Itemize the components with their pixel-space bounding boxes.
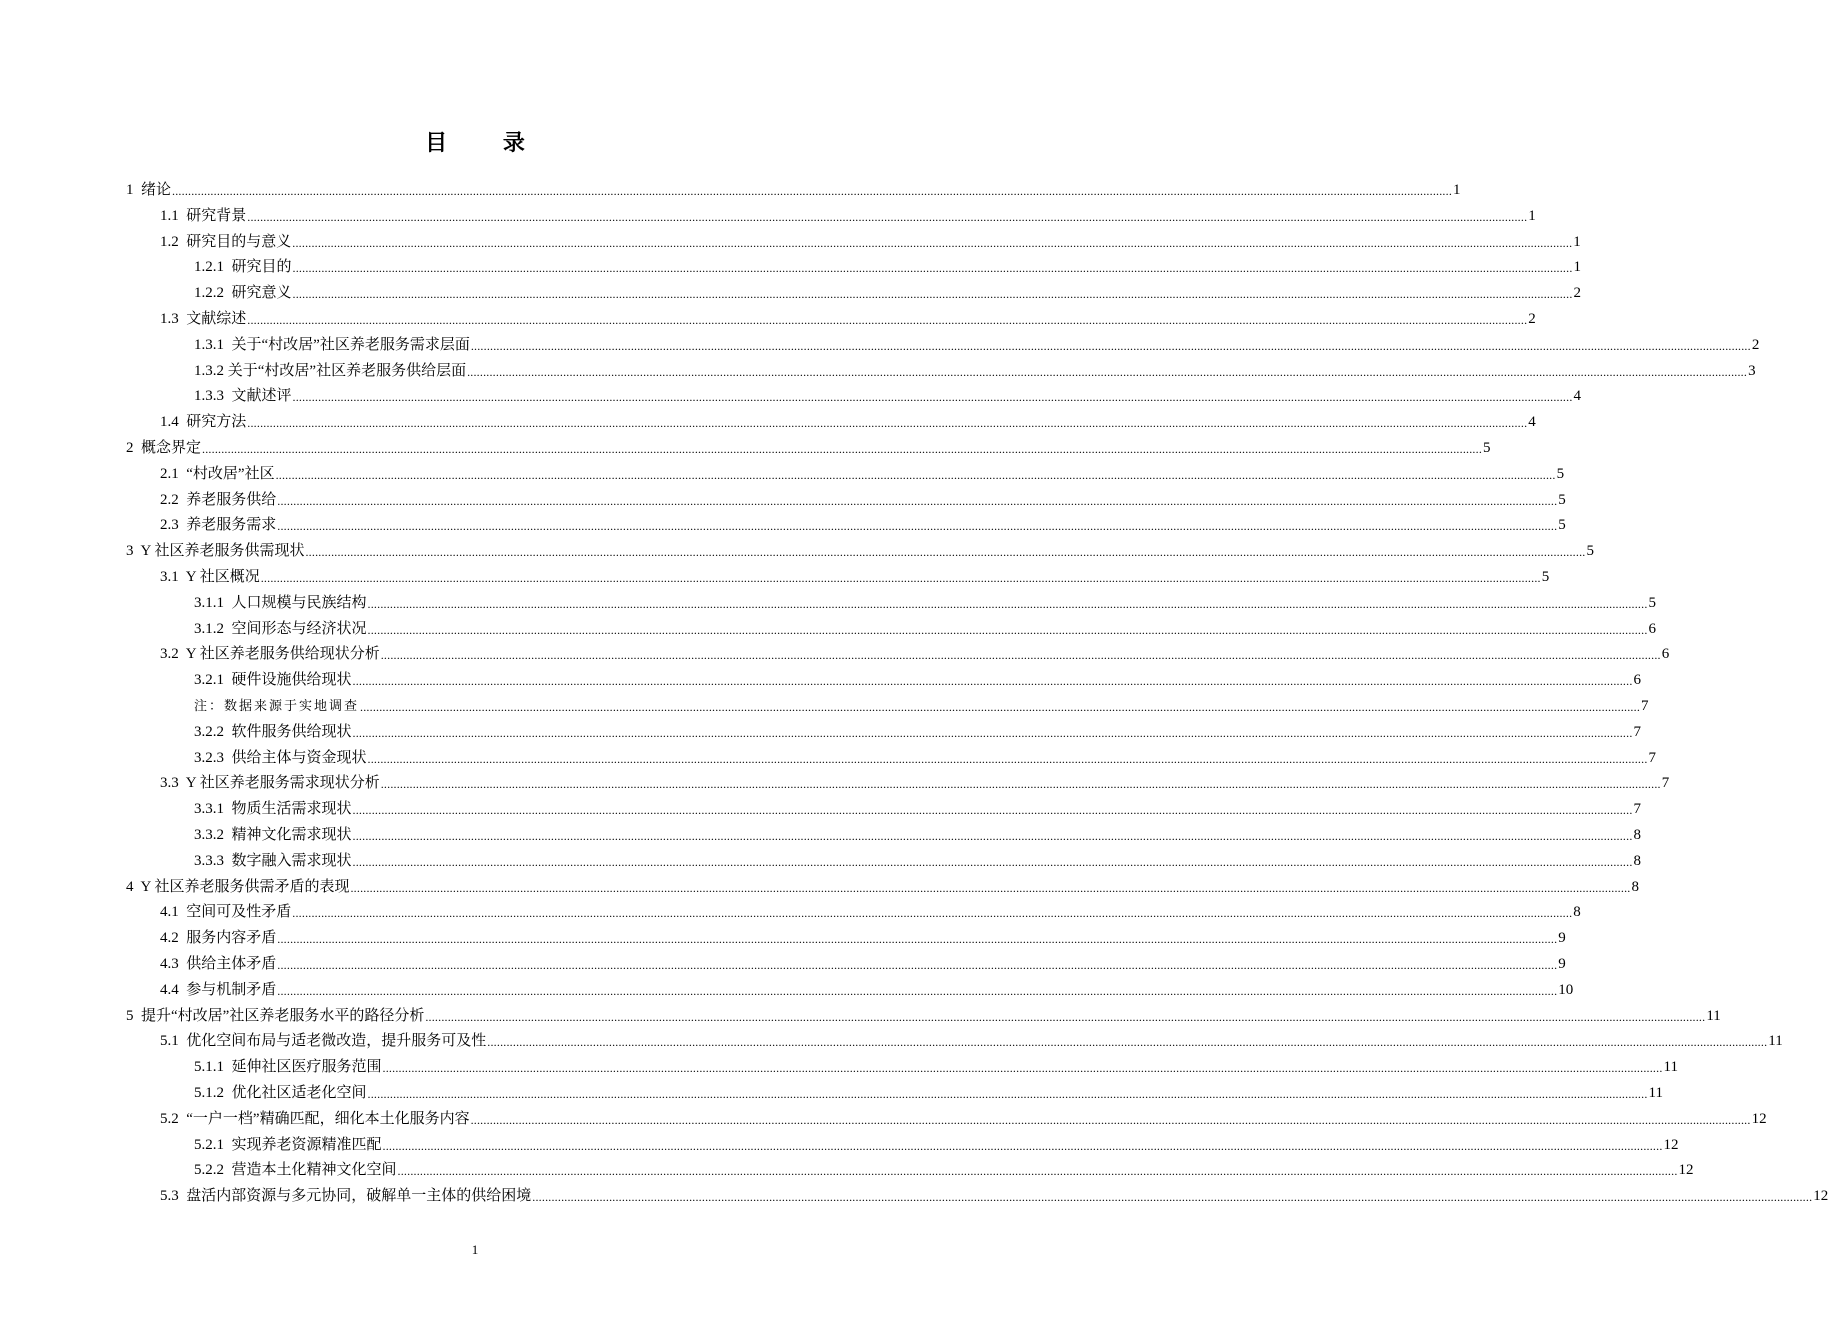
toc-entry-label: 3.1 Y 社区概况 bbox=[160, 569, 260, 585]
toc-entry[interactable] bbox=[194, 277, 1582, 303]
toc-entry-label: 5.1.1 延伸社区医疗服务范围 bbox=[194, 1059, 382, 1076]
toc-leader-dots: ................................................................................................................................................................................................................................................................................................................................................................................................................ bbox=[277, 519, 1558, 534]
toc-leader-dots: ................................................................................................................................................................................................................................................................................................................................................................................................................ bbox=[247, 416, 1528, 431]
toc-entry-page-number: 3 bbox=[1748, 362, 1756, 379]
toc-entry[interactable] bbox=[194, 355, 1756, 381]
toc-leader-dots: ................................................................................................................................................................................................................................................................................................................................................................................................................ bbox=[172, 184, 1453, 198]
toc-entry-label: 1.3.2 关于“村改居”社区养老服务供给层面 bbox=[194, 362, 467, 379]
toc-entry-page-number: 7 bbox=[1633, 801, 1642, 818]
toc-leader-dots: ................................................................................................................................................................................................................................................................................................................................................................................................................ bbox=[425, 1009, 1706, 1024]
toc-entry-page-number: 11 bbox=[1663, 1059, 1678, 1076]
toc-entry[interactable] bbox=[194, 716, 1642, 742]
toc-leader-dots: ................................................................................................................................................................................................................................................................................................................................................................................................................ bbox=[247, 209, 1528, 224]
toc-leader-dots: ................................................................................................................................................................................................................................................................................................................................................................................................................ bbox=[260, 571, 1541, 585]
toc-entry-page-number: 5 bbox=[1586, 543, 1594, 560]
toc-entry[interactable] bbox=[194, 1051, 1678, 1077]
toc-leader-dots: ................................................................................................................................................................................................................................................................................................................................................................................................................ bbox=[367, 1087, 1648, 1101]
toc-leader-dots: ................................................................................................................................................................................................................................................................................................................................................................................................................ bbox=[382, 1061, 1663, 1076]
toc-entry[interactable] bbox=[160, 974, 1574, 1000]
toc-entry-page-number: 11 bbox=[1768, 1033, 1783, 1050]
toc-leader-dots: ................................................................................................................................................................................................................................................................................................................................................................................................................ bbox=[467, 364, 1748, 379]
toc-entry[interactable] bbox=[194, 793, 1642, 819]
toc-entry-page-number: 1 bbox=[1573, 259, 1582, 276]
toc-entry[interactable] bbox=[160, 896, 1581, 922]
toc-leader-dots: ................................................................................................................................................................................................................................................................................................................................................................................................................ bbox=[380, 777, 1661, 792]
toc-entry-label: 3.2.3 供给主体与资金现状 bbox=[194, 749, 367, 766]
toc-entry[interactable] bbox=[194, 613, 1657, 639]
toc-entry[interactable] bbox=[160, 948, 1566, 974]
toc-entry-page-number: 5 bbox=[1648, 594, 1657, 611]
toc-entry[interactable] bbox=[194, 690, 1649, 716]
toc-entry-label: 3.2.1 硬件设施供给现状 bbox=[194, 672, 352, 689]
toc-entry-label: 1.4 研究方法 bbox=[160, 414, 247, 431]
toc-entry[interactable] bbox=[160, 1103, 1767, 1129]
toc-entry[interactable] bbox=[194, 251, 1582, 277]
toc-entry-page-number: 12 bbox=[1813, 1188, 1828, 1205]
toc-entry[interactable] bbox=[126, 535, 1594, 561]
toc-leader-dots: ................................................................................................................................................................................................................................................................................................................................................................................................................ bbox=[292, 235, 1573, 250]
toc-leader-dots: ................................................................................................................................................................................................................................................................................................................................................................................................................ bbox=[277, 493, 1558, 508]
toc-entry[interactable] bbox=[194, 380, 1582, 406]
toc-entry-page-number: 7 bbox=[1633, 723, 1642, 740]
toc-entry-label: 3.3.2 精神文化需求现状 bbox=[194, 827, 352, 843]
toc-entry-page-number: 1 bbox=[1453, 182, 1461, 198]
toc-leader-dots: ................................................................................................................................................................................................................................................................................................................................................................................................................ bbox=[352, 674, 1633, 689]
toc-entry[interactable] bbox=[160, 226, 1581, 252]
page-number-footer: 1 bbox=[471, 1242, 479, 1257]
toc-entry-label: 5.1.2 优化社区适老化空间 bbox=[194, 1085, 367, 1101]
toc-leader-dots: ................................................................................................................................................................................................................................................................................................................................................................................................................ bbox=[277, 958, 1558, 972]
toc-entry-page-number: 2 bbox=[1573, 285, 1582, 302]
toc-leader-dots: ................................................................................................................................................................................................................................................................................................................................................................................................................ bbox=[352, 803, 1633, 818]
toc-entry-label: 3.3 Y 社区养老服务需求现状分析 bbox=[160, 775, 380, 792]
toc-entry-page-number: 10 bbox=[1558, 981, 1574, 998]
toc-entry[interactable] bbox=[160, 509, 1566, 535]
toc-entry[interactable] bbox=[194, 819, 1642, 845]
toc-entry-label: 3.2 Y 社区养老服务供给现状分析 bbox=[160, 646, 380, 663]
toc-entry-label: 5.2.2 营造本土化精神文化空间 bbox=[194, 1162, 397, 1179]
toc-entry-label: 3.1.2 空间形态与经济状况 bbox=[194, 620, 367, 637]
toc-leader-dots: ................................................................................................................................................................................................................................................................................................................................................................................................................ bbox=[277, 983, 1558, 998]
toc-entry-label: 3.1.1 人口规模与民族结构 bbox=[194, 594, 367, 611]
toc-entry-label: 1.1 研究背景 bbox=[160, 207, 247, 224]
toc-leader-dots: ................................................................................................................................................................................................................................................................................................................................................................................................................ bbox=[277, 932, 1558, 947]
toc-entry-label: 1.3 文献综述 bbox=[160, 311, 247, 327]
toc-leader-dots: ................................................................................................................................................................................................................................................................................................................................................................................................................ bbox=[532, 1190, 1813, 1205]
toc-entry[interactable] bbox=[194, 1129, 1679, 1155]
toc-entry-label: 1.3.3 文献述评 bbox=[194, 388, 292, 405]
toc-leader-dots: ................................................................................................................................................................................................................................................................................................................................................................................................................ bbox=[275, 467, 1556, 482]
toc-entry[interactable] bbox=[194, 845, 1642, 871]
toc-entry-page-number: 5 bbox=[1541, 569, 1550, 585]
toc-entry[interactable] bbox=[160, 200, 1536, 226]
toc-leader-dots: ................................................................................................................................................................................................................................................................................................................................................................................................................ bbox=[350, 880, 1631, 895]
toc-entry-label: 5.1 优化空间布局与适老微改造，提升服务可及性 bbox=[160, 1033, 487, 1050]
toc-entry-label: 5.2 “一户一档”精确匹配，细化本土化服务内容 bbox=[160, 1110, 470, 1127]
toc-entry-page-number: 11 bbox=[1648, 1085, 1663, 1101]
toc-entry[interactable] bbox=[126, 174, 1461, 200]
toc-leader-dots: ................................................................................................................................................................................................................................................................................................................................................................................................................ bbox=[305, 545, 1586, 560]
toc-entry-label: 5 提升“村改居”社区养老服务水平的路径分析 bbox=[126, 1007, 425, 1024]
toc-entry-label: 3 Y 社区养老服务供需现状 bbox=[126, 543, 305, 560]
toc-leader-dots: ................................................................................................................................................................................................................................................................................................................................................................................................................ bbox=[247, 313, 1528, 327]
toc-entry-page-number: 1 bbox=[1528, 207, 1536, 224]
toc-entry-page-number: 5 bbox=[1556, 465, 1565, 482]
toc-entry-page-number: 12 bbox=[1751, 1110, 1767, 1127]
toc-entry-page-number: 9 bbox=[1558, 956, 1566, 972]
toc-entry-page-number: 6 bbox=[1648, 620, 1657, 637]
toc-entry-page-number: 2 bbox=[1751, 336, 1760, 353]
toc-entry-page-number: 4 bbox=[1573, 388, 1582, 405]
toc-entry[interactable] bbox=[160, 1180, 1828, 1206]
toc-entry-label: 注：数据来源于实地调查 bbox=[194, 698, 360, 713]
toc-entry-label: 2.2 养老服务供给 bbox=[160, 491, 277, 508]
toc-leader-dots: ................................................................................................................................................................................................................................................................................................................................................................................................................ bbox=[367, 751, 1648, 766]
toc-entry[interactable] bbox=[194, 587, 1657, 613]
toc-leader-dots: ................................................................................................................................................................................................................................................................................................................................................................................................................ bbox=[397, 1164, 1678, 1179]
toc-leader-dots: ................................................................................................................................................................................................................................................................................................................................................................................................................ bbox=[367, 622, 1648, 637]
toc-leader-dots: ................................................................................................................................................................................................................................................................................................................................................................................................................ bbox=[367, 596, 1648, 611]
toc-entry-label: 3.3.1 物质生活需求现状 bbox=[194, 801, 352, 818]
toc-entry[interactable] bbox=[160, 922, 1566, 948]
toc-leader-dots: ................................................................................................................................................................................................................................................................................................................................................................................................................ bbox=[470, 1112, 1751, 1127]
toc-entry-label: 4.1 空间可及性矛盾 bbox=[160, 904, 292, 921]
toc-entry-page-number: 4 bbox=[1528, 414, 1536, 431]
toc-entry-label: 5.3 盘活内部资源与多元协同，破解单一主体的供给困境 bbox=[160, 1188, 532, 1205]
toc-entry-page-number: 9 bbox=[1558, 930, 1566, 947]
toc-entry-page-number: 7 bbox=[1661, 775, 1670, 792]
toc-entry-page-number: 12 bbox=[1663, 1136, 1679, 1153]
toc-entry[interactable] bbox=[160, 638, 1670, 664]
toc-leader-dots: ................................................................................................................................................................................................................................................................................................................................................................................................................ bbox=[292, 906, 1573, 921]
toc-entry[interactable] bbox=[194, 742, 1657, 768]
toc-entry[interactable] bbox=[160, 406, 1536, 432]
toc-entry[interactable] bbox=[126, 1000, 1721, 1026]
toc-entry-label: 4.2 服务内容矛盾 bbox=[160, 930, 277, 947]
toc-entry-page-number: 7 bbox=[1641, 698, 1649, 714]
toc-entry[interactable] bbox=[126, 871, 1639, 897]
toc-entry[interactable] bbox=[160, 1025, 1783, 1051]
toc-entry-page-number: 8 bbox=[1573, 904, 1581, 921]
toc-entry-label: 1.3.1 关于“村改居”社区养老服务需求层面 bbox=[194, 336, 470, 353]
toc-entry-page-number: 6 bbox=[1661, 646, 1670, 663]
toc-entry-label: 1.2 研究目的与意义 bbox=[160, 233, 292, 250]
page-title: 目 录 bbox=[425, 131, 549, 156]
toc-entry-page-number: 6 bbox=[1633, 672, 1642, 689]
toc-entry[interactable] bbox=[160, 484, 1566, 510]
toc-entry-page-number: 5 bbox=[1483, 440, 1491, 456]
toc-entry-label: 2 概念界定 bbox=[126, 440, 202, 456]
toc-leader-dots: ................................................................................................................................................................................................................................................................................................................................................................................................................ bbox=[292, 261, 1573, 276]
toc-entry-label: 4.4 参与机制矛盾 bbox=[160, 981, 277, 998]
toc-entry-label: 3.3.3 数字融入需求现状 bbox=[194, 852, 352, 869]
toc-entry[interactable] bbox=[160, 458, 1565, 484]
toc-entry[interactable] bbox=[194, 1077, 1663, 1103]
toc-entry-page-number: 11 bbox=[1706, 1007, 1721, 1024]
toc-entry-label: 1.2.1 研究目的 bbox=[194, 259, 292, 276]
toc-entry-label: 4 Y 社区养老服务供需矛盾的表现 bbox=[126, 878, 350, 895]
toc-leader-dots: ................................................................................................................................................................................................................................................................................................................................................................................................................ bbox=[487, 1035, 1768, 1050]
toc-entry[interactable] bbox=[126, 432, 1491, 458]
toc-entry-page-number: 8 bbox=[1633, 827, 1642, 843]
toc-leader-dots: ................................................................................................................................................................................................................................................................................................................................................................................................................ bbox=[292, 287, 1573, 302]
toc-entry-page-number: 2 bbox=[1528, 311, 1536, 327]
toc-entry[interactable] bbox=[194, 664, 1642, 690]
toc-entry-page-number: 1 bbox=[1573, 233, 1581, 250]
toc-entry-label: 3.2.2 软件服务供给现状 bbox=[194, 723, 352, 740]
toc-leader-dots: ................................................................................................................................................................................................................................................................................................................................................................................................................ bbox=[202, 442, 1483, 456]
toc-leader-dots: ................................................................................................................................................................................................................................................................................................................................................................................................................ bbox=[352, 854, 1633, 869]
toc-entry-page-number: 5 bbox=[1558, 517, 1566, 534]
toc-entry[interactable] bbox=[160, 303, 1536, 329]
toc-entry-page-number: 7 bbox=[1648, 749, 1657, 766]
toc-entry-label: 2.3 养老服务需求 bbox=[160, 517, 277, 534]
toc-entry-label: 4.3 供给主体矛盾 bbox=[160, 956, 277, 972]
toc-leader-dots: ................................................................................................................................................................................................................................................................................................................................................................................................................ bbox=[382, 1138, 1663, 1153]
toc-entry-page-number: 12 bbox=[1678, 1162, 1694, 1179]
toc-entry-page-number: 5 bbox=[1558, 491, 1566, 508]
toc-entry-label: 1.2.2 研究意义 bbox=[194, 285, 292, 302]
toc-entry[interactable] bbox=[194, 1154, 1694, 1180]
toc-entry-label: 5.2.1 实现养老资源精准匹配 bbox=[194, 1136, 382, 1153]
toc-entry[interactable] bbox=[160, 767, 1670, 793]
toc-leader-dots: ................................................................................................................................................................................................................................................................................................................................................................................................................ bbox=[352, 725, 1633, 740]
toc-entry-page-number: 8 bbox=[1631, 878, 1639, 895]
toc-entry-label: 2.1 “村改居”社区 bbox=[160, 465, 275, 482]
toc-leader-dots: ................................................................................................................................................................................................................................................................................................................................................................................................................ bbox=[360, 700, 1641, 714]
toc-leader-dots: ................................................................................................................................................................................................................................................................................................................................................................................................................ bbox=[380, 648, 1661, 663]
toc-entry[interactable] bbox=[160, 561, 1550, 587]
toc-leader-dots: ................................................................................................................................................................................................................................................................................................................................................................................................................ bbox=[352, 829, 1633, 843]
toc-entry[interactable] bbox=[194, 329, 1760, 355]
toc-leader-dots: ................................................................................................................................................................................................................................................................................................................................................................................................................ bbox=[470, 338, 1751, 353]
toc-leader-dots: ................................................................................................................................................................................................................................................................................................................................................................................................................ bbox=[292, 390, 1573, 405]
toc-entry-page-number: 8 bbox=[1633, 852, 1642, 869]
toc-entry-label: 1 绪论 bbox=[126, 182, 172, 198]
